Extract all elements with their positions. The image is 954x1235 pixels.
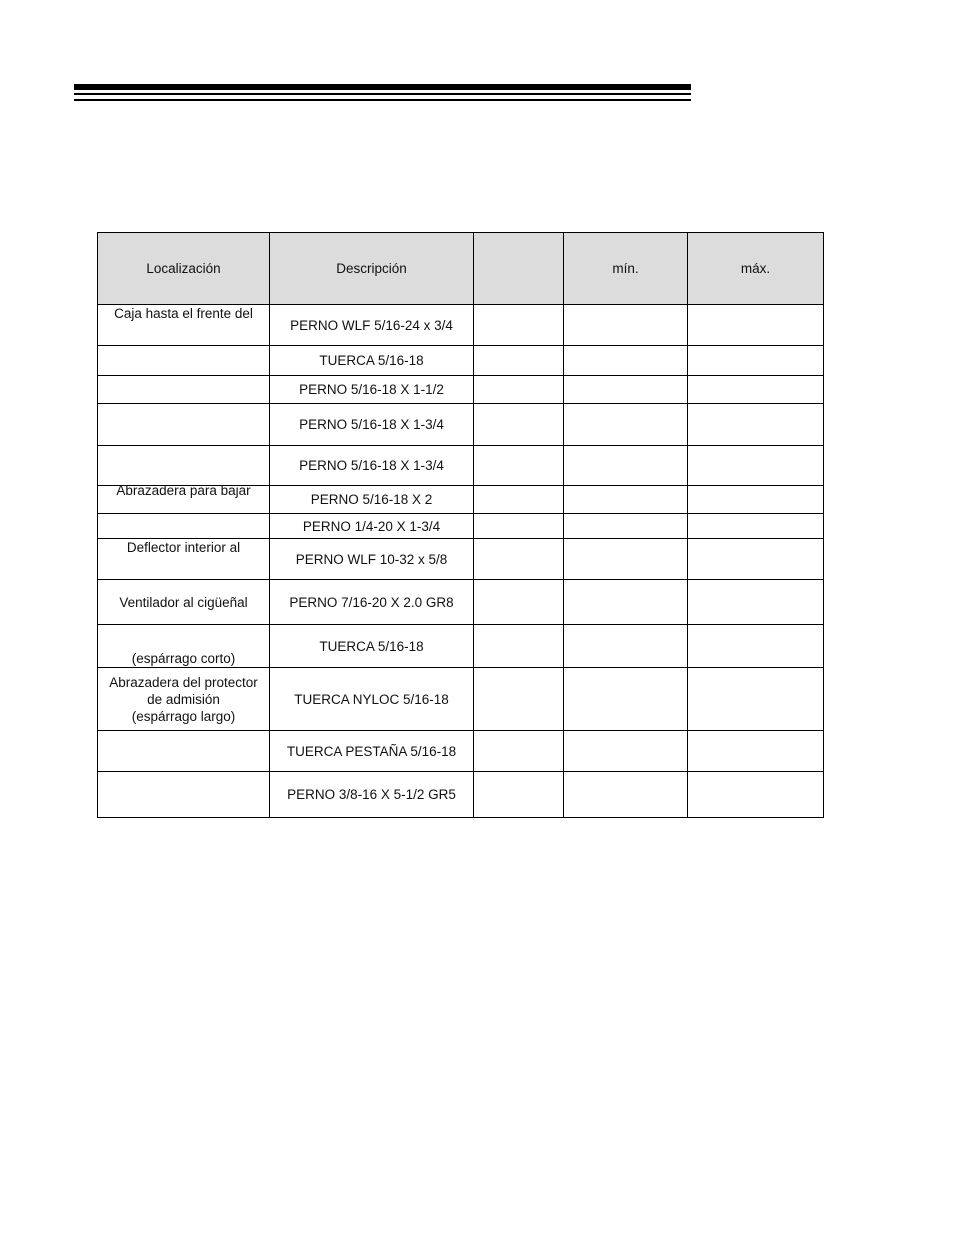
cell-location-line: (espárrago largo): [131, 708, 236, 724]
cell-max: [688, 668, 824, 731]
cell-description: PERNO 5/16-18 X 1-3/4: [270, 446, 474, 486]
cell-location: Deflector interior al: [98, 539, 270, 580]
cell-max: [688, 346, 824, 376]
cell-min: [564, 731, 688, 772]
cell-min: [564, 514, 688, 539]
cell-description: PERNO 5/16-18 X 1-1/2: [270, 376, 474, 404]
cell-description: PERNO 3/8-16 X 5-1/2 GR5: [270, 772, 474, 818]
header-rule-thin: [74, 99, 691, 101]
header-rule-thick: [74, 84, 691, 90]
cell-empty: [474, 772, 564, 818]
cell-min: [564, 486, 688, 514]
cell-max: [688, 305, 824, 346]
table-row: [98, 580, 824, 625]
cell-max: [688, 772, 824, 818]
cell-location: (espárrago corto): [98, 625, 270, 668]
cell-min: [564, 668, 688, 731]
cell-max: [688, 446, 824, 486]
table-row: [98, 731, 824, 772]
cell-location: [98, 668, 270, 731]
cell-location: [98, 404, 270, 446]
header-location: Localización: [98, 233, 270, 305]
cell-location-line: Abrazadera del protector: [109, 674, 258, 690]
cell-min: [564, 772, 688, 818]
cell-description: PERNO WLF 10-32 x 5/8: [270, 539, 474, 580]
cell-description: PERNO 5/16-18 X 2: [270, 486, 474, 514]
cell-description: TUERCA 5/16-18: [270, 346, 474, 376]
table-header-row: [98, 233, 824, 305]
cell-empty: [474, 625, 564, 668]
cell-empty: [474, 539, 564, 580]
cell-max: [688, 514, 824, 539]
cell-min: [564, 376, 688, 404]
cell-max: [688, 486, 824, 514]
cell-empty: [474, 668, 564, 731]
cell-description: PERNO 5/16-18 X 1-3/4: [270, 404, 474, 446]
cell-min: [564, 446, 688, 486]
table-row: [98, 305, 824, 346]
cell-empty: [474, 404, 564, 446]
cell-max: [688, 376, 824, 404]
cell-min: [564, 580, 688, 625]
cell-description: TUERCA PESTAÑA 5/16-18: [270, 731, 474, 772]
cell-max: [688, 731, 824, 772]
cell-location: [98, 514, 270, 539]
cell-empty: [474, 446, 564, 486]
cell-location: Ventilador al cigüeñal: [98, 580, 270, 625]
cell-location: Caja hasta el frente del: [98, 305, 270, 346]
cell-empty: [474, 346, 564, 376]
cell-location: [98, 772, 270, 818]
cell-min: [564, 539, 688, 580]
cell-empty: [474, 731, 564, 772]
cell-description: PERNO WLF 5/16-24 x 3/4: [270, 305, 474, 346]
cell-empty: [474, 376, 564, 404]
cell-empty: [474, 514, 564, 539]
cell-max: [688, 539, 824, 580]
cell-description: PERNO 1/4-20 X 1-3/4: [270, 514, 474, 539]
table-row: [98, 446, 824, 486]
cell-description: PERNO 7/16-20 X 2.0 GR8: [270, 580, 474, 625]
table-row: [98, 539, 824, 580]
table-row: [98, 514, 824, 539]
header-description: Descripción: [270, 233, 474, 305]
cell-min: [564, 625, 688, 668]
cell-min: [564, 305, 688, 346]
table-row: [98, 668, 824, 731]
cell-location: [98, 731, 270, 772]
cell-location: [98, 346, 270, 376]
cell-max: [688, 625, 824, 668]
cell-empty: [474, 305, 564, 346]
header-rules: [74, 84, 691, 101]
cell-min: [564, 404, 688, 446]
table-row: [98, 625, 824, 668]
table-row: [98, 346, 824, 376]
table-row: [98, 376, 824, 404]
cell-max: [688, 404, 824, 446]
cell-location-line: de admisión: [147, 691, 220, 707]
header-blank: [474, 233, 564, 305]
cell-max: [688, 580, 824, 625]
cell-empty: [474, 486, 564, 514]
header-rule-thin: [74, 93, 691, 95]
header-max: máx.: [688, 233, 824, 305]
cell-description: TUERCA NYLOC 5/16-18: [270, 668, 474, 731]
cell-location-text: Abrazadera para bajar: [116, 483, 251, 498]
table-row: [98, 486, 824, 514]
table-row: [98, 772, 824, 818]
cell-description: TUERCA 5/16-18: [270, 625, 474, 668]
table-row: [98, 404, 824, 446]
cell-location: [98, 376, 270, 404]
cell-min: [564, 346, 688, 376]
header-min: mín.: [564, 233, 688, 305]
cell-location: [98, 446, 270, 486]
cell-location: [98, 483, 270, 514]
torque-table: [97, 232, 824, 818]
cell-empty: [474, 580, 564, 625]
